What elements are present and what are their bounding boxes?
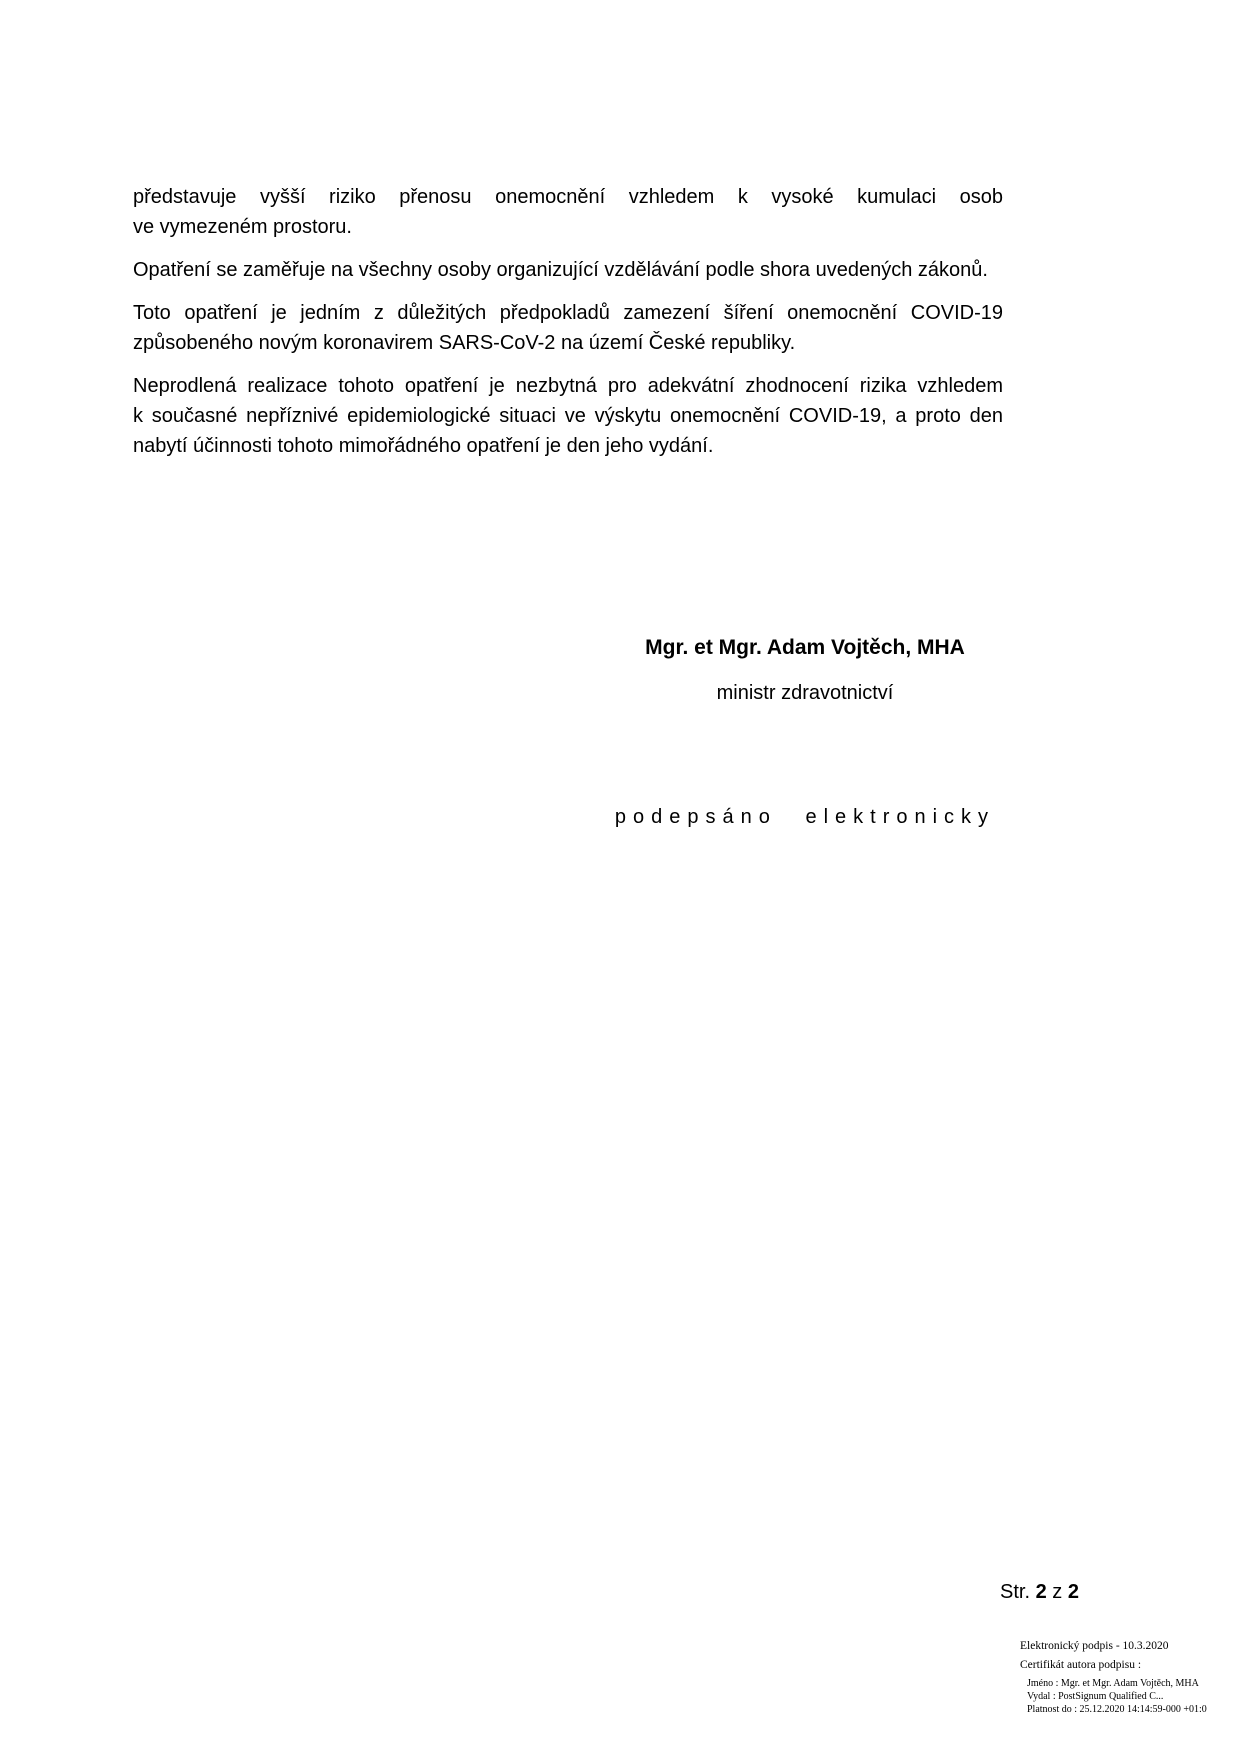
- page-number-current: 2: [1035, 1581, 1047, 1603]
- paragraph-line: Neprodlená realizace tohoto opatření je nezbytná pro adekvátní zhodnocení rizika vzhledem: [133, 375, 1003, 397]
- paragraph-line: Toto opatření je jedním z důležitých předpokladů zamezení šíření onemocnění COVID-19: [133, 302, 1003, 324]
- certificate-title: Elektronický podpis - 10.3.2020: [1020, 1640, 1169, 1652]
- page-number: [1000, 1580, 1079, 1604]
- body-paragraphs: [133, 182, 1003, 474]
- page-number-total: 2: [1067, 1581, 1079, 1603]
- signatory-title: ministr zdravotnictví: [716, 682, 894, 704]
- signed-electronically-note: podepsáno elektronicky: [614, 806, 996, 828]
- paragraph: [133, 298, 1003, 358]
- certificate-subtitle: Certifikát autora podpisu :: [1020, 1659, 1142, 1671]
- signatory-name: Mgr. et Mgr. Adam Vojtěch, MHA: [645, 636, 965, 659]
- paragraph-line: ve vymezeném prostoru.: [133, 216, 352, 238]
- paragraph-line: Opatření se zaměřuje na všechny osoby organizující vzdělávání podle shora uvedených zákonů.: [133, 259, 988, 281]
- certificate-detail-line: Jméno : Mgr. et Mgr. Adam Vojtěch, MHA: [1027, 1678, 1199, 1689]
- certificate-block: [1020, 1639, 1207, 1716]
- paragraph-line: k současné nepříznivé epidemiologické situaci ve výskytu onemocnění COVID-19, a proto den: [133, 405, 1003, 427]
- paragraph: [133, 255, 1003, 285]
- paragraph-line: nabytí účinnosti tohoto mimořádného opatření je den jeho vydání.: [133, 435, 714, 457]
- certificate-details: [1027, 1677, 1207, 1716]
- paragraph: [133, 371, 1003, 461]
- paragraph-line: způsobeného novým koronavirem SARS-CoV-2 na území České republiky.: [133, 332, 796, 354]
- page-number-separator: z: [1052, 1581, 1063, 1603]
- page-number-label: Str.: [1000, 1581, 1031, 1603]
- signature-block: [555, 633, 1055, 832]
- paragraph: [133, 182, 1003, 242]
- paragraph-line: představuje vyšší riziko přenosu onemocnění vzhledem k vysoké kumulaci osob: [133, 186, 1003, 208]
- certificate-detail-line: Platnost do : 25.12.2020 14:14:59-000 +01:0: [1027, 1704, 1207, 1715]
- certificate-detail-line: Vydal : PostSignum Qualified C...: [1027, 1691, 1164, 1702]
